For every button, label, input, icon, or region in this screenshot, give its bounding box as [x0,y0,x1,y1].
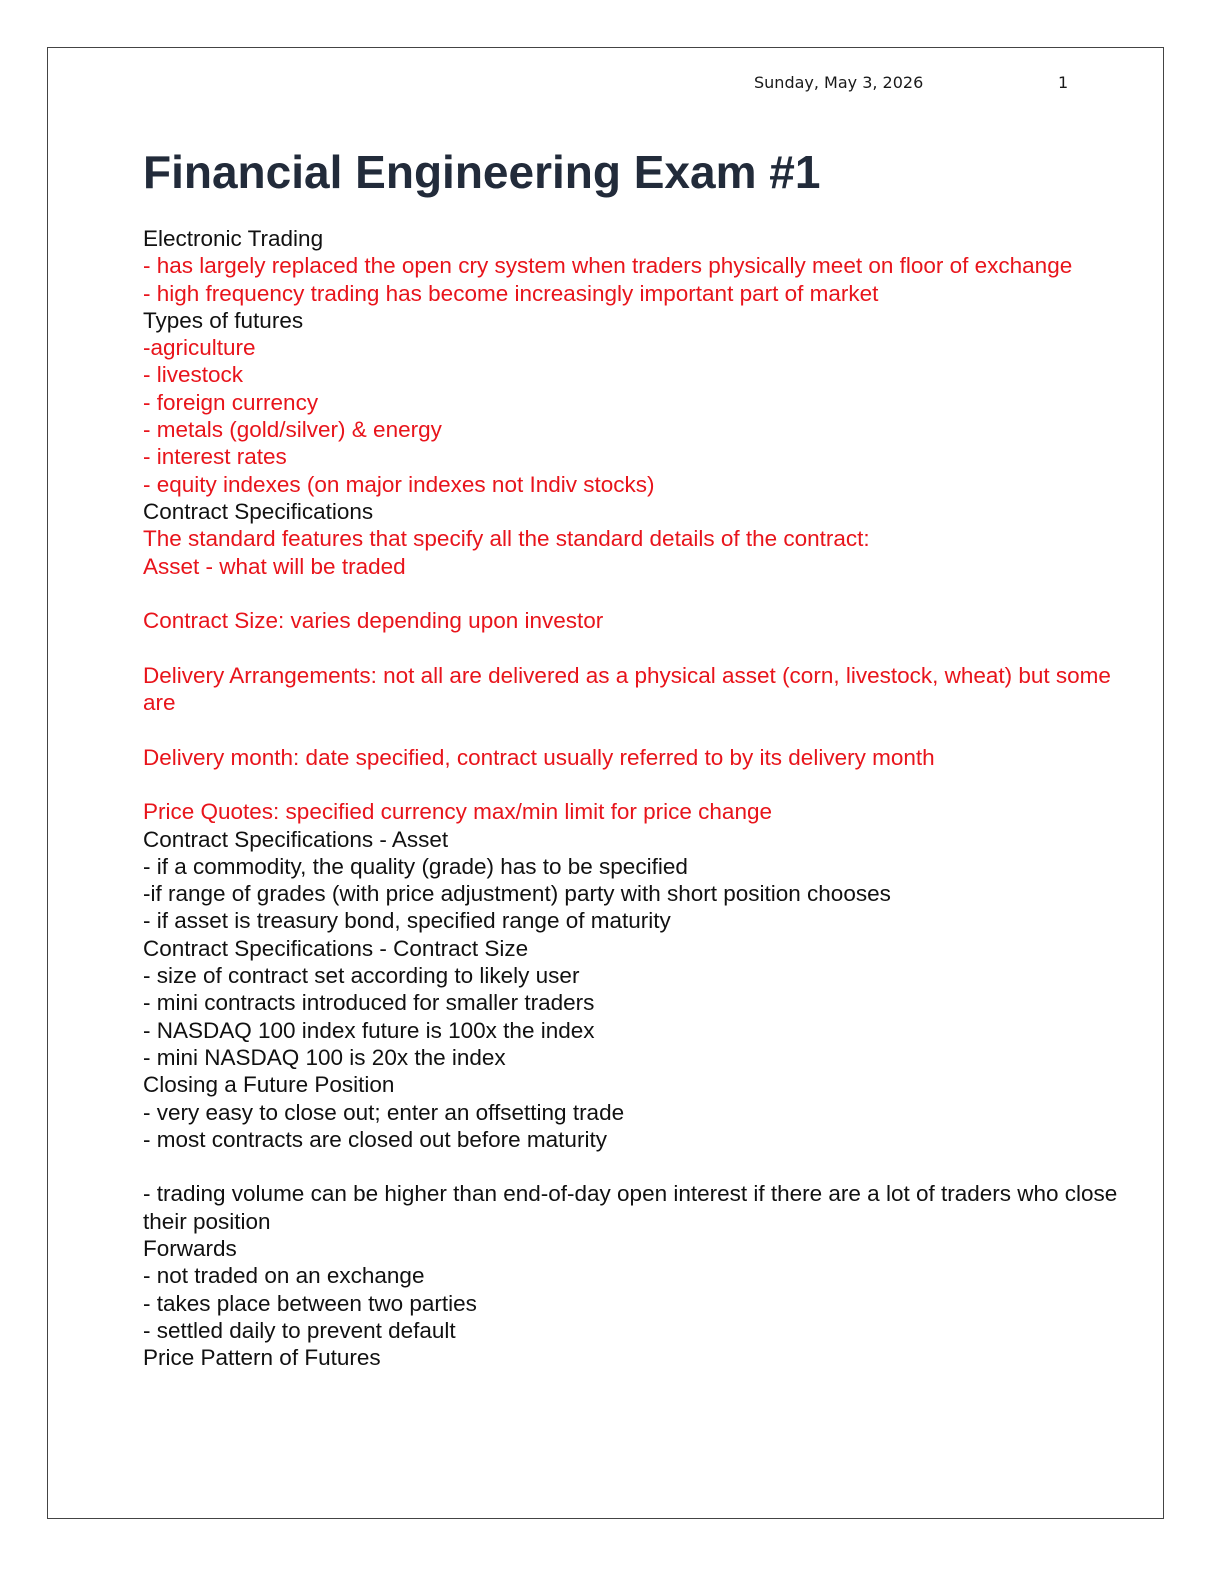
note-line: - if asset is treasury bond, specified range of maturity [143,908,671,934]
note-line: -if range of grades (with price adjustment) party with short position chooses [143,881,891,907]
note-line: Contract Size: varies depending upon investor [143,608,604,634]
note-line: Electronic Trading [143,226,324,251]
blank-line [143,580,1143,607]
note-line: - NASDAQ 100 index future is 100x the index [143,1017,595,1043]
note-line: - mini contracts introduced for smaller traders [143,990,595,1016]
note-line: Types of futures [143,307,304,333]
note-line: - not traded on an exchange [143,1263,425,1289]
note-line: Forwards [143,1235,237,1261]
note-line: Contract Specifications - Asset [143,826,449,852]
note-line: - interest rates [143,444,287,470]
blank-line [143,771,1143,798]
note-line: - if a commodity, the quality (grade) has to be specified [143,853,688,879]
blank-line [143,634,1143,661]
note-line: Asset - what will be traded [143,553,406,579]
note-line: - mini NASDAQ 100 is 20x the index [143,1044,506,1070]
note-line: - very easy to close out; enter an offsetting trade [143,1099,625,1125]
note-line: The standard features that specify all the standard details of the contract: [143,526,870,552]
note-line: - has largely replaced the open cry system when traders physically meet on floor of exchange [143,253,1073,279]
note-line: Contract Specifications - Contract Size [143,935,529,961]
note-line: - settled daily to prevent default [143,1317,456,1343]
note-line: - foreign currency [143,389,319,415]
note-line: Delivery month: date specified, contract usually referred to by its delivery month [143,744,935,770]
note-line: - trading volume can be higher than end-of-day open interest if there are a lot of traders who close their position [143,1181,1118,1234]
note-line: Delivery Arrangements: not all are delivered as a physical asset (corn, livestock, wheat) but some are [143,662,1111,716]
blank-line [143,716,1143,743]
note-line: - metals (gold/silver) & energy [143,417,442,443]
note-line: -agriculture [143,335,256,361]
note-line: - size of contract set according to likely user [143,963,580,989]
note-line: - high frequency trading has become increasingly important part of market [143,280,879,306]
note-line: - takes place between two parties [143,1290,477,1316]
note-line: - livestock [143,362,244,388]
note-line: Price Pattern of Futures [143,1345,381,1371]
header-date: Sunday, May 3, 2026 [754,73,924,92]
blank-line [143,1153,1143,1180]
note-line: Contract Specifications [143,498,374,524]
page-number: 1 [1058,73,1069,92]
note-line: - equity indexes (on major indexes not Indiv stocks) [143,471,655,497]
note-line: - most contracts are closed out before maturity [143,1126,607,1152]
note-line: Price Quotes: specified currency max/min limit for price change [143,799,772,825]
notes-body [143,225,1143,1371]
note-line: Closing a Future Position [143,1072,395,1098]
document-title: Financial Engineering Exam #1 [143,146,821,198]
